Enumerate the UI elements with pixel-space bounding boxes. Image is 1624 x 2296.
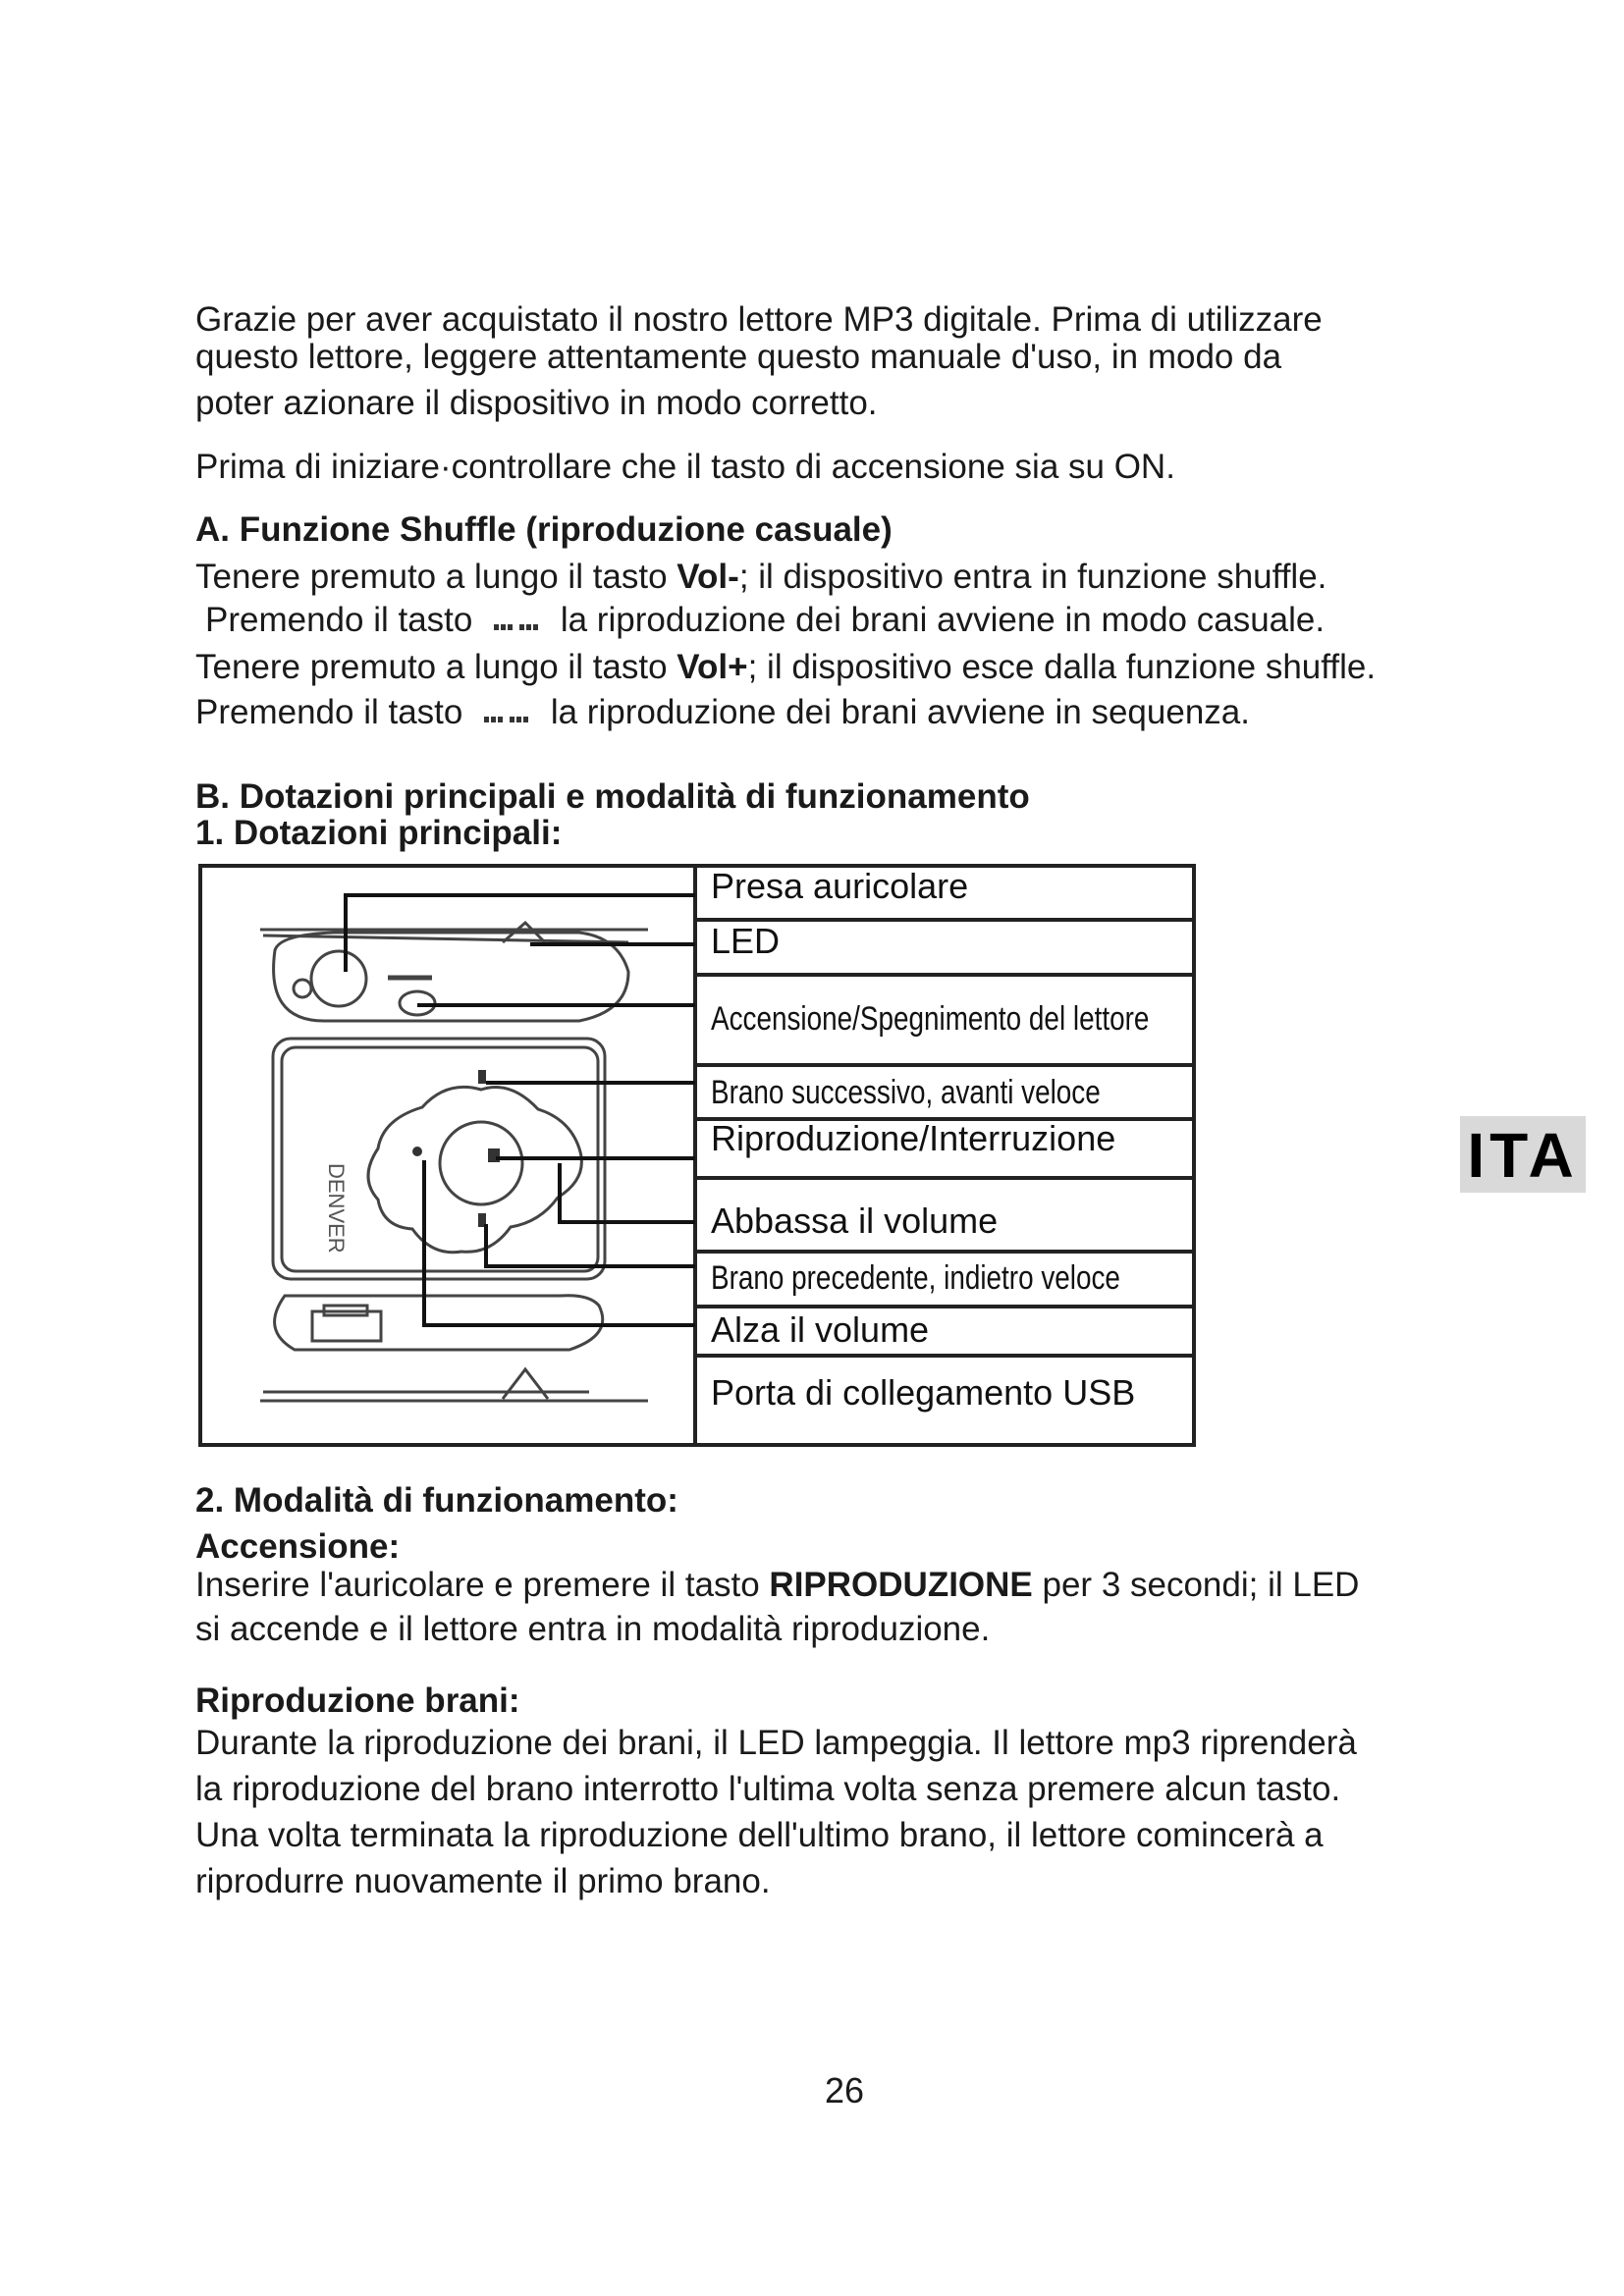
riproduzione-line-4: riprodurre nuovamente il primo brano.	[195, 1862, 771, 1900]
section-a-heading: A. Funzione Shuffle (riproduzione casuale)	[195, 510, 893, 549]
section-a-line-4: Premendo il tasto la riproduzione dei brani avviene in sequenza.	[195, 691, 1250, 736]
page-number: 26	[824, 2070, 865, 2110]
label-brano-precedente: Brano precedente, indietro veloce	[711, 1259, 1120, 1297]
label-porta-usb: Porta di collegamento USB	[711, 1372, 1136, 1413]
intro-line-2: questo lettore, leggere attentamente questo manuale d'uso, in modo da	[195, 338, 1282, 376]
player-front-view	[273, 1039, 605, 1279]
section-a-line-3: Tenere premuto a lungo il tasto Vol+; il dispositivo esce dalla funzione shuffle.	[195, 648, 1377, 686]
section-b-sub-1: 1. Dotazioni principali:	[195, 814, 563, 852]
shuffle-button-icon	[494, 601, 539, 644]
label-accensione-spegnimento: Accensione/Spegnimento del lettore	[711, 1000, 1150, 1038]
label-brano-successivo: Brano successivo, avanti veloce	[711, 1074, 1101, 1111]
riproduzione-line-1: Durante la riproduzione dei brani, il LED lampeggia. Il lettore mp3 riprenderà	[195, 1724, 1357, 1762]
riproduzione-line-2: la riproduzione del brano interrotto l'ultima volta senza premere alcun tasto.	[195, 1770, 1341, 1808]
label-riproduzione-interruzione: Riproduzione/Interruzione	[711, 1118, 1116, 1158]
accensione-heading: Accensione:	[195, 1527, 401, 1566]
intro-line-3: poter azionare il dispositivo in modo corretto.	[195, 384, 878, 422]
player-top-view	[260, 923, 648, 1021]
intro-line-4: Prima di iniziare·controllare che il tasto di accensione sia su ON.	[195, 448, 1175, 486]
brand-text: DENVER	[324, 1163, 349, 1254]
diagram-frame	[200, 866, 1194, 1445]
language-tab: ITA	[1460, 1116, 1586, 1193]
section-b-heading: B. Dotazioni principali e modalità di funzionamento	[195, 777, 1030, 816]
riproduzione-heading: Riproduzione brani:	[195, 1682, 520, 1720]
label-alza-volume: Alza il volume	[711, 1309, 930, 1350]
player-bottom-view	[260, 1296, 648, 1401]
label-led: LED	[711, 921, 781, 961]
section-b-sub-2: 2. Modalità di funzionamento:	[195, 1481, 678, 1520]
shuffle-button-icon	[484, 693, 529, 736]
section-a-line-2: Premendo il tasto la riproduzione dei brani avviene in modo casuale.	[205, 599, 1325, 644]
section-a-line-1: Tenere premuto a lungo il tasto Vol-; il dispositivo entra in funzione shuffle.	[195, 558, 1327, 596]
intro-line-1: Grazie per aver acquistato il nostro lettore MP3 digitale. Prima di utilizzare	[195, 300, 1323, 339]
riproduzione-line-3: Una volta terminata la riproduzione dell'ultimo brano, il lettore comincerà a	[195, 1816, 1324, 1854]
accensione-line-1: Inserire l'auricolare e premere il tasto RIPRODUZIONE per 3 secondi; il LED	[195, 1566, 1360, 1604]
label-presa-auricolare: Presa auricolare	[711, 866, 969, 906]
accensione-line-2: si accende e il lettore entra in modalità riproduzione.	[195, 1610, 991, 1648]
leader-lines	[346, 895, 695, 1325]
label-abbassa-volume: Abbassa il volume	[711, 1201, 999, 1241]
player-buttons	[412, 1070, 500, 1227]
